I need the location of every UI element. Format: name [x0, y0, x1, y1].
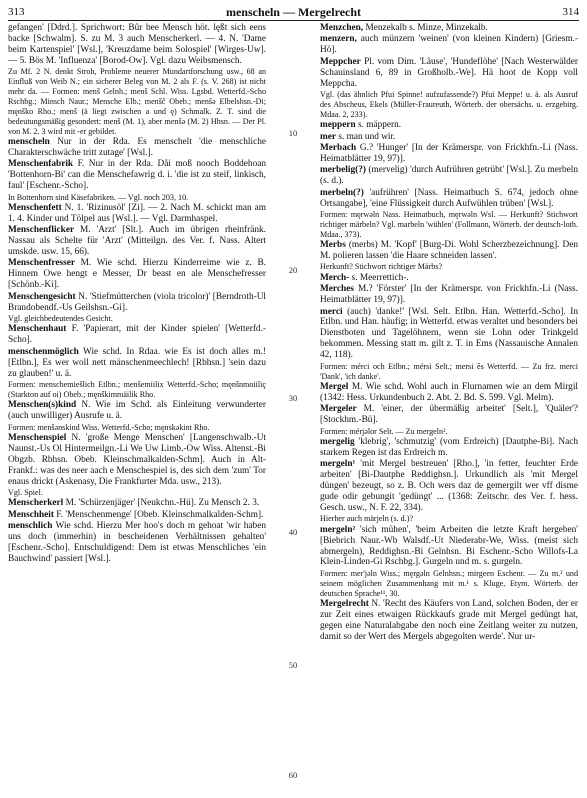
entry-note: In Bottenhorn sind Käsefabriken. — Vgl. noch 203, 10.	[8, 192, 189, 202]
headword: Menschen(s)kind	[8, 400, 77, 411]
headword: Menschenfabrik	[8, 159, 74, 170]
line-number: 60	[288, 770, 298, 780]
dictionary-entry: Menscherkerl M. 'Schürzenjäger' [Neukchn.-Hü]. Zu Mensch 2. 3.	[8, 498, 260, 509]
headword: Merches	[320, 284, 354, 295]
headword: mergeln²	[320, 524, 356, 535]
headword: menzern,	[320, 34, 357, 45]
left-column	[8, 23, 266, 565]
line-number: 50	[288, 660, 298, 670]
headword: mergelig	[320, 436, 355, 447]
entry-note: Formen: mérjəlor Selt. — Zu mergeln².	[320, 426, 448, 436]
right-column	[320, 23, 578, 643]
dictionary-entry: Merch- s. Meerrettich-.	[320, 272, 409, 283]
dictionary-entry: merbeln(?) 'aufrühren' [Nass. Heimatbuch S. 674, jedoch ohne Ortsangabe], 'eine Flüssigkeit durch Aufwühlen trüben' [Wsl.].	[320, 187, 578, 209]
dictionary-entry: mergeln² 'sich mühen', 'beim Arbeiten die letzte Kraft hergeben' [Biebrich Naur.-Wb Walsdf.-Ut Niederabr-We, Wiss. (meist sich abmergeln), Reddighsn.-Bi Gelnhsn. Bi Eschenr.-Scho Willofs-La Klein-Linden-Gi Rschbg.]. Gurgeln und m. s. gurgeln.	[320, 524, 578, 568]
dictionary-entry: merbelig(?) (mervelig) 'durch Aufrühren getrübt' [Wsl.]. Zu merbeln (s. d.).	[320, 165, 578, 187]
dictionary-entry: Mergel M. Wie schd. Wohl auch in Flurnamen wie an dem Mirgil (1342: Hess. Urkundenbuch 2. Abt. 2. Bd. S. 599. Vgl. Melm).	[320, 381, 578, 403]
dictionary-entry: Menschenfresser M. Wie schd. Hierzu Kinderreime wie z. B. Hinnem Owe hengt e Messer, Dr beast en ale Menschefresser [Schönb.-Ki].	[8, 258, 266, 291]
headword: Merbs	[320, 240, 346, 251]
dictionary-entry: Menschenfett N. 1. 'Rizinusöl' [Zi]. — 2. Nach M. schickt man am 1. 4. Kinder und Tölpel aus [Wsl.]. — Vgl. Darmhaspel.	[8, 202, 266, 224]
dictionary-entry: Menschenhaut F. 'Papierart, mit der Kinder spielen' [Wetterfd.-Scho].	[8, 324, 266, 346]
header-rule	[8, 20, 579, 21]
headword: Menschenfett	[8, 202, 62, 213]
dictionary-entry: Meppcher Pl. vom Dim. 'Läuse', 'Hundeflöhe' [Nach Westerwälder Schauinsland 6, 89 in Großholb.-We]. Hä hoot de Kopp voll Meppcha.	[320, 56, 578, 89]
dictionary-entry: Merbs (merbs) M. 'Kopf' [Burg-Di. Wohl Scherzbezeichnung]. Den M. polieren lassen 'die Haare schneiden lassen'.	[320, 240, 578, 262]
line-number: 20	[288, 265, 298, 275]
headword: Menzchen,	[320, 23, 364, 33]
headword: Menschenspiel	[8, 432, 67, 443]
entry-note: Vgl. Spiel.	[8, 487, 43, 497]
page-header	[0, 4, 587, 20]
dictionary-entry: Menschengesicht N. 'Stiefmütterchen (viola tricolor)' [Berndroth-Ul Brandobendf.-Us Geilshsn.-Gi].	[8, 291, 266, 313]
dictionary-entry: mergelig 'klebrig', 'schmutzig' (vom Erdreich) [Dautphe-Bi]. Nach starkem Regen ist das Erdreich m.	[320, 436, 578, 458]
entry-note: Vgl. (das ähnlich Pfui Spinne! aufzufassende?) Pfui Meppe! u. ä. als Ausruf des Abscheus, Ekels (Müller-Fraureuth, Wörterb. der obersächs. u. erzgebirg. Mdaa. 2, 233).	[320, 89, 578, 119]
headword: Menscherkerl	[8, 498, 64, 509]
page-number-left: 313	[8, 6, 25, 18]
headword: merbelig(?)	[320, 165, 366, 176]
dictionary-entry: mer s. man und wir.	[320, 131, 396, 142]
headword: mergeln¹	[320, 459, 356, 470]
headword: Meppcher	[320, 56, 361, 67]
dictionary-entry: meppern s. mäppern.	[320, 120, 402, 131]
headword: Menschheit	[8, 509, 54, 520]
dictionary-entry: Menschenspiel N. 'große Menge Menschen' [Langenschwalb.-Ut Naunst.-Us Ol Hintermeilgn.-Li We Uw Limb.-Ow Wiss. Altenst.-Bi Obgzb. Rbhsn. Obeb. Kleinschmalkalden-Schm]. Auch in Alt-Frankf.: was des neer aach e Menschespiel is, des sich dem 'zum' Tor enaus drickt (Askenasy, Die Frankfurter Mda. usw., 213).	[8, 432, 266, 487]
dictionary-entry: menschenmöglich Wie schd. In Rdaa. wie Es ist doch alles m.! [Etlbn.], Es wer woll nett mänschenmeechlech! [Rbhsn.] 'sein dazu zu glauben!' u. ä.	[8, 346, 266, 379]
headword: menscheln	[8, 136, 50, 147]
headword: Merch-	[320, 272, 350, 283]
dictionary-entry: menschlich Wie schd. Hierzu Mer hoo's doch m gehoat 'wir haben uns doch (immerhin) in bescheidenen Verhältnissen gehalten' [Eschenr.-Scho]. Entschuldigend: Dem ist etwas Menschliches 'ein Bauchwind' passiert [Wsl.].	[8, 521, 266, 564]
headword: Mergelrecht	[320, 599, 369, 610]
dictionary-entry: merci (auch) 'danke!' [Wsl. Selt. Etlbn. Han. Wetterfd.-Scho]. In Etlbn. und Han. häufig; in Wetterfd. etwas veraltet und besonders bei Dienstboten und Tagelöhnern, wenn sie Lohn oder Trinkgeld bekommen. Messing statt m. gilt z. T. in Ems (Nassauische Annalen 42, 118).	[320, 306, 578, 361]
headword: Mergeler	[320, 404, 357, 415]
headword: meppern	[320, 120, 356, 131]
running-title: menscheln — Mergelrecht	[225, 5, 362, 19]
dictionary-entry: Merches M.? 'Förster' [In der Krämerspr. von Frickhfn.-Li (Nass. Heimatblätter 19, 97)].	[320, 284, 578, 306]
dictionary-entry: menzern, auch münzern 'weinen' (von kleinen Kindern) [Griesm.-Hö].	[320, 34, 578, 56]
dictionary-entry: menscheln Nur in der Rda. Es menschelt 'die menschliche Charakterschwäche tritt zutage' [Wsl.].	[8, 136, 266, 158]
headword: Menschenflicker	[8, 225, 75, 236]
entry-note: Formen: mérci och Etlbn.; mérsi Selt.; mersi ẽs Wetterfd. — Zu frz. merci 'Dank', 'ich danke'.	[320, 361, 578, 381]
dictionary-entry: mergeln¹ 'mit Mergel bestreuen' [Rho.], 'in fetter, feuchter Erde arbeiten' [Bi-Dautphe Reddighsn.]. Urkundlich als 'mit Mergel düngen' bezeugt, so z. B. Och wers daz de gemergilt wer vff disme gude odir gebungit 'gedüngt' ... (1368: Zeitschr. des Ver. f. hess. Gesch. usw., N. F. 22, 334).	[320, 459, 578, 513]
entry-note: Vgl. gleichbedeutendes Gesicht.	[8, 313, 113, 323]
entry-note: Hierher auch märjeln (s. d.)?	[320, 514, 414, 524]
dictionary-entry: Merbach G.? 'Hunger' [In der Krämerspr. von Frickhfn.-Li (Nass. Heimatblätter 19, 97)].	[320, 142, 578, 164]
line-number-gutter	[268, 23, 318, 788]
entry-note: Herkunft? Stichwort richtiger Märbs?	[320, 262, 443, 272]
dictionary-entry: Menzchen, Menzekalb s. Minze, Minzekalb.	[320, 23, 488, 33]
page-number-right: 314	[562, 6, 579, 18]
headword: menschenmöglich	[8, 346, 79, 357]
headword: Merbach	[320, 142, 357, 153]
headword: merci	[320, 306, 343, 317]
headword: merbeln(?)	[320, 187, 364, 198]
headword: Menschenhaut	[8, 324, 67, 335]
entry-note: Formen: menšənskind Wiss. Wetterfd.-Scho; męnskəkint Rho.	[8, 422, 210, 432]
headword: Menschengesicht	[8, 291, 76, 302]
line-number: 40	[288, 527, 298, 537]
line-number: 30	[288, 393, 298, 403]
dictionary-entry: Menschenfabrik F. Nur in der Rda. Dåi moß nooch Boddehoan 'Bottenhorn-Bi' can die Menschefawrig d. i. 'die ist zu steif, linkisch, faul' [Eschenr.-Scho].	[8, 159, 266, 192]
dictionary-entry: Mergeler M. 'einer, der übermäßig arbeitet' [Selt.], 'Quäler'? [Stockhm.-Bü].	[320, 404, 578, 426]
entry-note: Formen: męrwəln Nass. Heimatbuch, męrwəln Wsl. — Herkunft? Stichwort richtiger märbeln? Vgl. marbeln 'wühlen' (Follmann, Wörterb. der deutsch-loth. Mdaa., 373).	[320, 209, 578, 239]
headword: mer	[320, 131, 336, 142]
dictionary-entry: Menschheit F. 'Menschenmenge' [Obeb. Kleinschmalkalden-Schm].	[8, 509, 264, 520]
headword: Menschenfresser	[8, 258, 75, 269]
dictionary-entry: Menschen(s)kind N. Wie im Schd. als Einleitung verwunderter (auch unwilliger) Ausrufe u. ä.	[8, 400, 266, 422]
headword: Mergel	[320, 381, 349, 392]
entry-note: Zu Mf. 2 N. denkt Stroh, Probleme neuerer Mundartforschung usw., 68 an Einfluß von Weib N.; ein sicherer Beleg von M. 2 als F. (s. V. 268) ist nicht mehr da. — Formen: menš Gelnh.; menš Schl. Wiss. Lgsbd. Wetterfd.-Scho Rschbg.; Minsch Naur.; Mensche Elb.; menšč Obeb.; menšə Elbelshsn.-Di; męnško Rho.; menš (ä liegt zwischen a und ę) Schmalk. Z. T. sind die bedeutungsmäßig gesondert: menš (M. 1), aber menšə (M. 2) Hhsn. — Der Pl. von M. 2. 3 wird mit -er gebildet.	[8, 67, 266, 136]
dictionary-entry: Mergelrecht N. 'Recht des Käufers von Land, solchen Boden, der er zur Zeit eines etwaigen Rückkaufs grade mit Mergel gedüngt hat, gegen eine Naturalabgabe den noch eine Zeitlang weiter zu nutzen, damit so der Wert des Mergels abgegolten werde'. Nur ur-	[320, 599, 578, 642]
entry-note: Formen: menschemiešlich Etlbn.; menšemiilix Wetterfd.-Scho; męnšnmoiiliç (Starkton auf oi) Obeb.; męnškimmäilik Rho.	[8, 379, 266, 399]
line-number: 10	[288, 128, 298, 138]
headword: menschlich	[8, 521, 53, 532]
entry-note: Formen: mer'jəln Wiss.; męrgəln Gelnhsn.; mirgeen Eschenr. — Zu m.² und seinem möglichen Zusammenhang mit m.¹ s. Kluge, Etym. Wörterb. der deutschen Sprache¹¹, 30.	[320, 568, 578, 598]
dictionary-entry: gefangen' [Ddrd.]. Sprichwort: Bûr bee Mensch höt. lęßt sich eens backe [Schwalm]. S. zu M. 3 auch Menscherkerl. — 4. N. 'Dame beim Kartenspiel' [Wsl.], 'Kreuzdame beim Solospiel' [Wirges-Uw]. — 5. Bös M. 'Influenza' [Borod-Ow]. Vgl. dazu Weibsmensch.	[8, 23, 266, 66]
dictionary-entry: Menschenflicker M. 'Arzt' [Slt.]. Auch im übrigen rheinfränk. Nassau als Schelte für 'Arzt' (Mitteilgn. des Ver. f. Nass. Altert umskde. usw. 15, 66).	[8, 225, 266, 258]
